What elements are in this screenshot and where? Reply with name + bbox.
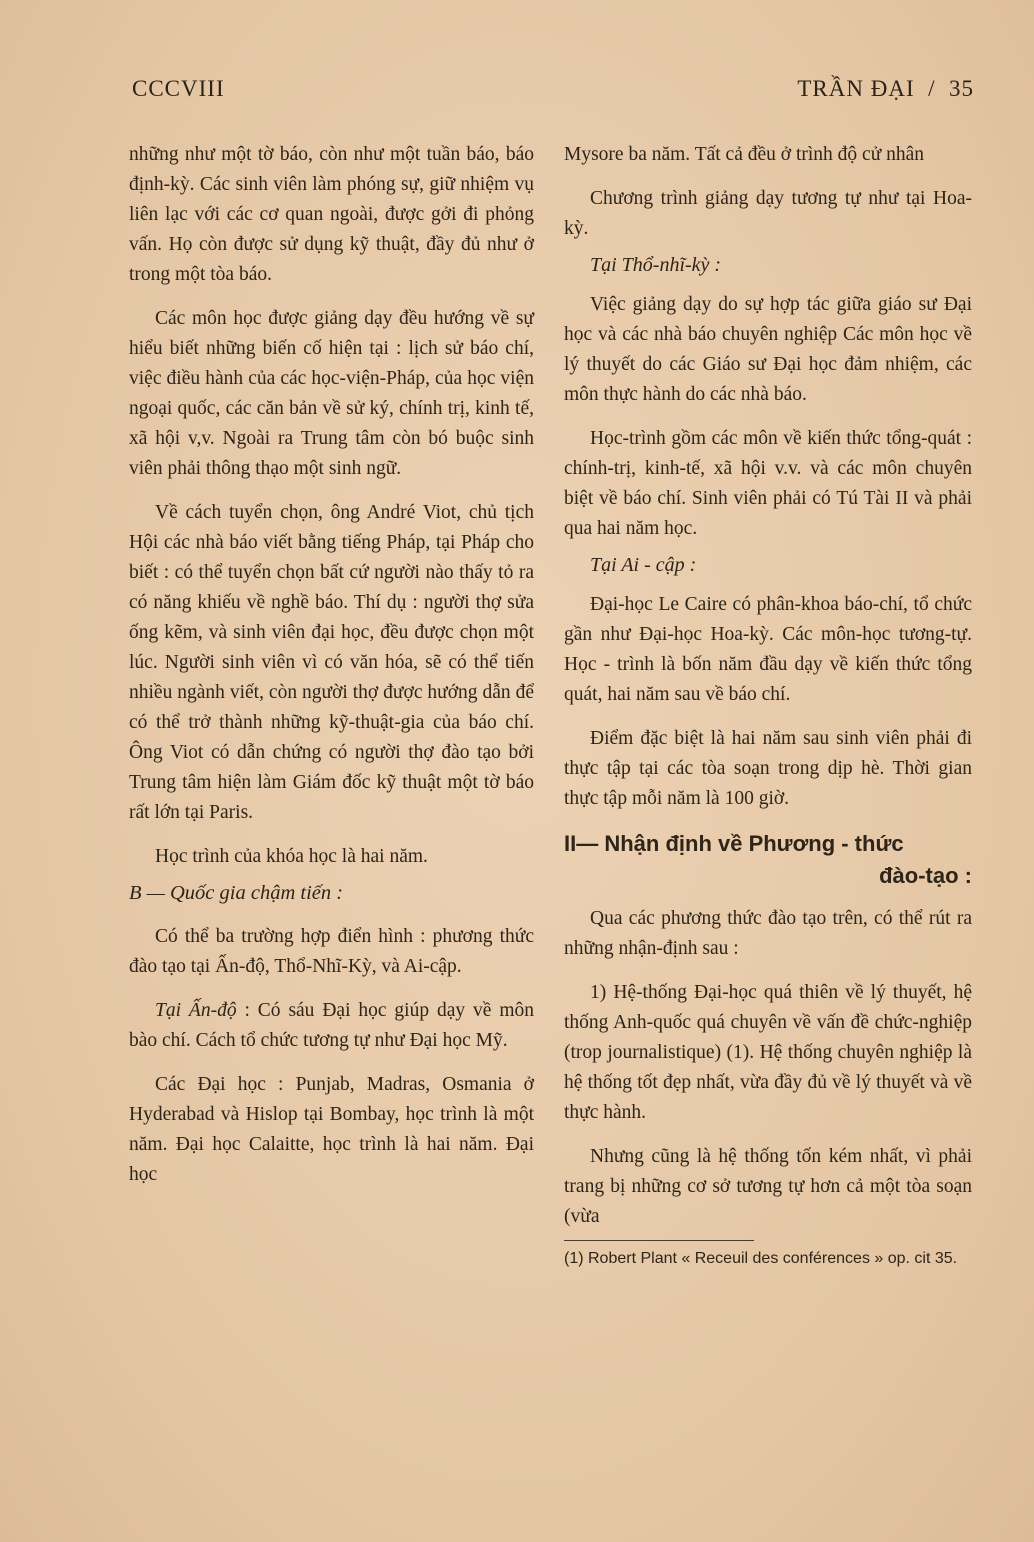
footnote-divider	[564, 1240, 754, 1241]
paragraph: những như một tờ báo, còn như một tuần báo, báo định-kỳ. Các sinh viên làm phóng sự, giữ nhiệm vụ liên lạc với các cơ quan ngoài, được gởi đi phỏng vấn. Họ còn được sử dụng kỹ thuật, đầy đủ như ở trong một tòa báo.	[129, 144, 534, 285]
paragraph: 1) Hệ-thống Đại-học quá thiên về lý thuyết, hệ thống Anh-quốc quá chuyên về vấn đề chức-nghiệp (trop journalistique) (1). Hệ thống chuyên nghiệp là hệ thống tốt đẹp nhất, vừa đầy đủ về lý thuyết và về thực hành.	[564, 982, 972, 1123]
subheading-tho-nhi-ky: Tại Thổ-nhĩ-kỳ :	[590, 254, 722, 276]
running-header	[132, 76, 974, 112]
paragraph: Các Đại học : Punjab, Madras, Osmania ở Hyderabad và Hislop tại Bombay, học trình là một năm. Đại học Calaitte, học trình là hai năm. Đại học	[129, 1074, 534, 1185]
paragraph: Học-trình gồm các môn về kiến thức tổng-quát : chính-trị, kinh-tế, xã hội v.v. và các môn chuyên biệt về báo chí. Sinh viên phải có Tú Tài II và phải qua hai năm học.	[564, 428, 972, 539]
paragraph: Qua các phương thức đào tạo trên, có thể rút ra những nhận-định sau :	[564, 908, 972, 959]
right-column	[564, 140, 972, 1271]
header-section-number: CCCVIII	[132, 76, 225, 101]
paragraph: Các môn học được giảng dạy đều hướng về sự hiểu biết những biến cố hiện tại : lịch sử báo chí, việc điều hành của các học-viện-Pháp, của học viện ngoại quốc, các căn bản về sử ký, chính trị, kinh tế, xã hội v,v. Ngoài ra Trung tâm còn bó buộc sinh viên phải thông thạo một sinh ngữ.	[129, 308, 534, 479]
paragraph: Có thể ba trường hợp điển hình : phương thức đào tạo tại Ấn-độ, Thổ-Nhĩ-Kỳ, và Ai-cập.	[129, 926, 534, 977]
paragraph: Điểm đặc biệt là hai năm sau sinh viên phải đi thực tập tại các tòa soạn trong dịp hè. Thời gian thực tập mỗi năm là 100 giờ.	[564, 728, 972, 809]
paragraph: Học trình của khóa học là hai năm.	[155, 846, 428, 867]
paragraph: Mysore ba năm. Tất cả đều ở trình độ cử nhân	[564, 144, 925, 165]
header-author-page: TRẦN ĐẠI / 35	[797, 76, 974, 101]
paragraph-text: : Có sáu Đại học giúp dạy về môn bào chí. Cách tổ chức tương tự như Đại học Mỹ.	[129, 1000, 535, 1051]
paragraph	[129, 996, 534, 1056]
paragraph: Chương trình giảng dạy tương tự như tại Hoa-kỳ.	[564, 188, 972, 239]
inline-subheading: Tại Ấn-độ	[155, 1000, 237, 1021]
footnote: (1) Robert Plant « Receuil des conférences » op. cit 35.	[564, 1250, 958, 1267]
paragraph: Nhưng cũng là hệ thống tốn kém nhất, vì phải trang bị những cơ sở tương tự hơn cả một tòa soạn (vừa	[564, 1146, 972, 1227]
paragraph: Đại-học Le Caire có phân-khoa báo-chí, tổ chức gần như Đại-học Hoa-kỳ. Các môn-học tương-tự. Học - trình là bốn năm đầu dạy về kiến thức tổng quát, hai năm sau về báo chí.	[564, 594, 972, 705]
paragraph: Về cách tuyển chọn, ông André Viot, chủ tịch Hội các nhà báo viết bằng tiếng Pháp, tại Pháp cho biết : có thể tuyển chọn bất cứ người nào thấy tỏ ra có năng khiếu về nghề báo. Thí dụ : người thợ sửa ống kẽm, và sinh viên đại học, đều được chọn một lúc. Người sinh viên vì có văn hóa, sẽ có thể tiến nhiều ngành viết, còn người thợ được hướng dẫn để có thể trở thành những kỹ-thuật-gia của báo chí. Ông Viot có dẫn chứng có người thợ đào tạo bởi Trung tâm hiện làm Giám đốc kỹ thuật một tờ báo rất lớn tại Paris.	[129, 502, 534, 823]
section-title	[564, 828, 972, 892]
paragraph: Việc giảng dạy do sự hợp tác giữa giáo sư Đại học và các nhà báo chuyên nghiệp Các môn học về lý thuyết do các Giáo sư Đại học đảm nhiệm, các môn thực hành do các nhà báo.	[564, 294, 972, 405]
section-title-line-2: đào-tạo :	[879, 863, 972, 888]
section-title-line-1: II— Nhận định về Phương - thức	[564, 831, 904, 856]
subheading-ai-cap: Tại Ai - cập :	[590, 554, 697, 576]
subheading-b: B — Quốc gia chậm tiến :	[129, 882, 344, 904]
left-column	[129, 140, 534, 1204]
